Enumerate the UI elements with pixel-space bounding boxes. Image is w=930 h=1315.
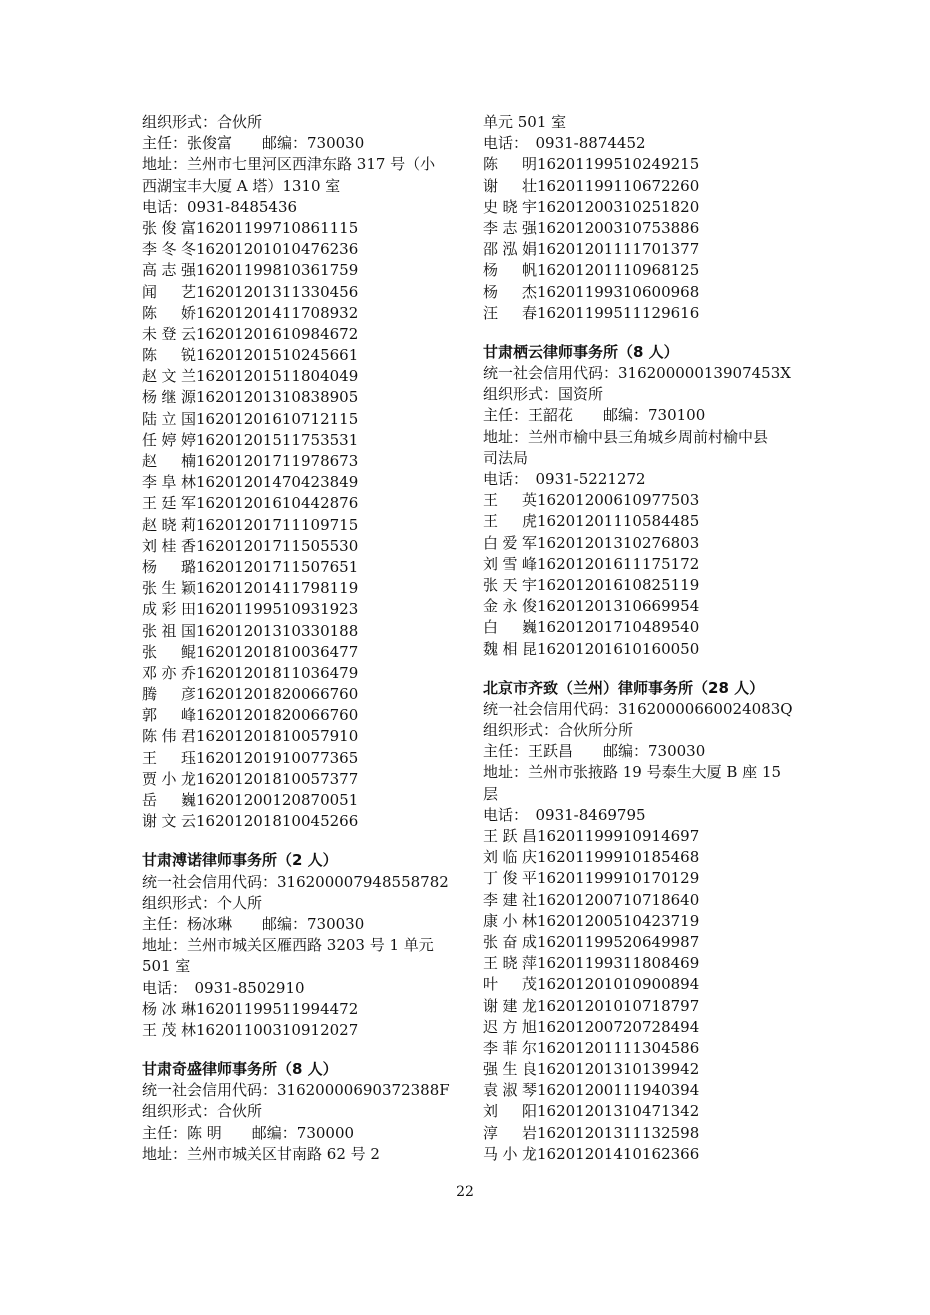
lawyer-name: 谢文云 [142, 812, 196, 831]
lawyer-name: 叶 茂 [483, 975, 537, 994]
license-number: 16201199710861115 [196, 218, 359, 237]
license-number: 16201200610977503 [537, 491, 700, 510]
lawyer-entry [142, 430, 454, 451]
firm-e-member-list [483, 826, 798, 1165]
firm-b-details [142, 872, 454, 999]
lawyer-name: 王 英 [483, 491, 537, 510]
license-number: 16201199910185468 [537, 848, 700, 867]
lawyer-entry [142, 999, 454, 1020]
lawyer-name: 腾 彦 [142, 685, 196, 704]
lawyer-entry [142, 769, 454, 790]
lawyer-entry [142, 705, 454, 726]
license-number: 16201201111304586 [537, 1038, 700, 1057]
firm-d-member-list [483, 490, 798, 660]
lawyer-entry [142, 599, 454, 620]
detail-line: 主任：杨冰琳 邮编：730030 [142, 914, 365, 933]
lawyer-entry [483, 176, 798, 197]
lawyer-name: 白 巍 [483, 618, 537, 637]
license-number: 16201201310838905 [196, 388, 359, 407]
lawyer-entry [483, 554, 798, 575]
license-number: 16201201310276803 [537, 533, 700, 552]
lawyer-name: 李冬冬 [142, 240, 196, 259]
lawyer-entry [483, 533, 798, 554]
license-number: 16201199910170129 [537, 869, 700, 888]
lawyer-entry [483, 260, 798, 281]
license-number: 16201201711109715 [196, 515, 359, 534]
license-number: 16201199520649987 [537, 932, 700, 951]
lawyer-name: 刘 阳 [483, 1102, 537, 1121]
lawyer-name: 淳 岩 [483, 1123, 537, 1142]
lawyer-name: 张天宇 [483, 575, 537, 594]
lawyer-entry [142, 345, 454, 366]
detail-line: 地址：兰州市榆中县三角城乡周前村榆中县 [483, 427, 769, 446]
firm-a-member-list [142, 218, 454, 832]
lawyer-name: 王 珏 [142, 748, 196, 767]
license-number: 16201201810057910 [196, 727, 359, 746]
detail-line: 电话： 0931-8502910 [142, 978, 305, 997]
lawyer-name: 李阜林 [142, 473, 196, 492]
lawyer-entry [483, 1123, 798, 1144]
lawyer-name: 张奋成 [483, 932, 537, 951]
firm-c-member-list [483, 154, 798, 324]
lawyer-name: 王廷军 [142, 494, 196, 513]
license-number: 16201201610160050 [537, 639, 700, 658]
lawyer-entry [483, 303, 798, 324]
license-number: 16201201711978673 [196, 452, 359, 470]
lawyer-entry [142, 557, 454, 578]
lawyer-entry [483, 596, 798, 617]
detail-line: 主任：王韶花 邮编：730100 [483, 406, 706, 425]
lawyer-entry [483, 826, 798, 847]
lawyer-entry [142, 472, 454, 493]
license-number: 16201100310912027 [196, 1020, 359, 1039]
lawyer-name: 张生颖 [142, 579, 196, 598]
lawyer-entry [142, 515, 454, 536]
detail-line: 组织形式：合伙所 [142, 1102, 263, 1121]
lawyer-entry [142, 218, 454, 239]
firm-e-title: 北京市齐致（兰州）律师事务所（28 人） [483, 678, 765, 697]
firm-b-member-list [142, 999, 454, 1041]
lawyer-entry [483, 282, 798, 303]
license-number: 16201201710489540 [537, 618, 700, 637]
lawyer-entry [483, 511, 798, 532]
license-number: 16201200510423719 [537, 911, 700, 930]
lawyer-name: 迟方旭 [483, 1017, 537, 1036]
lawyer-entry [483, 932, 798, 953]
detail-line: 层 [483, 784, 499, 803]
detail-line: 统一社会信用代码：31620000013907453X [483, 364, 791, 383]
lawyer-entry [483, 996, 798, 1017]
detail-line: 主任：王跃昌 邮编：730030 [483, 742, 706, 761]
lawyer-name: 王茂林 [142, 1020, 196, 1039]
lawyer-name: 汪 春 [483, 303, 537, 322]
license-number: 16201201810045266 [196, 812, 359, 831]
license-number: 16201201411708932 [196, 303, 359, 322]
lawyer-name: 岳 巍 [142, 791, 196, 809]
lawyer-name: 康小林 [483, 911, 537, 930]
lawyer-name: 谢建龙 [483, 996, 537, 1015]
detail-line: 组织形式：国资所 [483, 385, 604, 404]
lawyer-name: 刘桂香 [142, 536, 196, 555]
lawyer-name: 袁淑琴 [483, 1081, 537, 1100]
license-number: 16201199810361759 [196, 261, 359, 280]
detail-line: 地址：兰州市张掖路 19 号泰生大厦 B 座 15 [483, 763, 782, 782]
license-number: 16201199910914697 [537, 827, 700, 845]
license-number: 16201199511994472 [196, 999, 359, 1018]
lawyer-name: 史晓宇 [483, 197, 537, 216]
lawyer-name: 王晓萍 [483, 954, 537, 973]
lawyer-entry [142, 282, 454, 303]
license-number: 16201201310669954 [537, 597, 700, 616]
lawyer-name: 王 虎 [483, 512, 537, 531]
license-number: 16201201110968125 [537, 261, 700, 280]
lawyer-name: 未登云 [142, 324, 196, 343]
lawyer-name: 李建社 [483, 890, 537, 909]
license-number: 16201201410162366 [537, 1144, 700, 1163]
detail-line: 电话： 0931-8874452 [483, 134, 646, 153]
lawyer-name: 张 鲲 [142, 642, 196, 661]
page-number: 22 [456, 1184, 474, 1200]
license-number: 16201200710718640 [537, 890, 700, 909]
lawyer-entry [483, 953, 798, 974]
lawyer-name: 魏相昆 [483, 639, 537, 658]
lawyer-entry [142, 324, 454, 345]
lawyer-name: 杨冰琳 [142, 999, 196, 1018]
lawyer-name: 陈 娇 [142, 303, 196, 322]
lawyer-entry [142, 493, 454, 514]
license-number: 16201201610712115 [196, 409, 359, 428]
license-number: 16201201910077365 [196, 748, 359, 767]
lawyer-name: 陈 明 [483, 155, 537, 174]
lawyer-name: 金永俊 [483, 597, 537, 616]
lawyer-name: 赵 楠 [142, 452, 196, 470]
firm-e-details [483, 699, 798, 826]
lawyer-entry [142, 1020, 454, 1041]
lawyer-entry [142, 387, 454, 408]
lawyer-entry [142, 642, 454, 663]
firm-c-details-continued [483, 112, 798, 154]
license-number: 16201201310330188 [196, 621, 359, 640]
license-number: 16201201810057377 [196, 769, 359, 788]
license-number: 16201201470423849 [196, 473, 359, 492]
lawyer-name: 刘临庆 [483, 848, 537, 867]
lawyer-name: 李志强 [483, 218, 537, 237]
license-number: 16201201820066760 [196, 685, 359, 704]
lawyer-entry [483, 1017, 798, 1038]
license-number: 16201201310471342 [537, 1102, 700, 1121]
detail-line: 统一社会信用代码：31620000690372388F [142, 1081, 450, 1100]
lawyer-name: 陆立国 [142, 409, 196, 428]
lawyer-entry [483, 868, 798, 889]
license-number: 16201201711505530 [196, 536, 359, 555]
lawyer-name: 任婷婷 [142, 430, 196, 449]
lawyer-name: 闻 艺 [142, 282, 196, 301]
lawyer-entry [483, 1080, 798, 1101]
lawyer-entry [483, 239, 798, 260]
license-number: 16201200720728494 [537, 1017, 700, 1036]
detail-line: 电话：0931-8485436 [142, 197, 298, 216]
lawyer-entry [483, 911, 798, 932]
license-number: 16201201811036479 [196, 663, 359, 682]
firm-b-title: 甘肃溥诺律师事务所（2 人） [142, 851, 338, 870]
lawyer-name: 高志强 [142, 261, 196, 280]
lawyer-entry [142, 366, 454, 387]
license-number: 16201201610825119 [537, 575, 700, 594]
firm-c-title: 甘肃奇盛律师事务所（8 人） [142, 1060, 338, 1079]
lawyer-entry [483, 575, 798, 596]
detail-line: 司法局 [483, 448, 529, 467]
license-number: 16201201010900894 [537, 975, 700, 994]
lawyer-name: 杨 璐 [142, 557, 196, 576]
lawyer-entry [483, 890, 798, 911]
license-number: 16201201311330456 [196, 282, 359, 301]
detail-line: 统一社会信用代码：31620000660024083Q [483, 699, 793, 718]
lawyer-entry [483, 1101, 798, 1122]
lawyer-name: 丁俊平 [483, 869, 537, 888]
lawyer-entry [142, 451, 454, 472]
lawyer-entry [142, 409, 454, 430]
left-column [142, 112, 454, 1165]
lawyer-name: 赵文兰 [142, 367, 196, 386]
license-number: 16201200310753886 [537, 218, 700, 237]
lawyer-name: 强生良 [483, 1060, 537, 1079]
license-number: 16201201411798119 [196, 579, 359, 598]
lawyer-entry [142, 578, 454, 599]
license-number: 16201201511753531 [196, 430, 359, 449]
license-number: 16201201611175172 [537, 554, 700, 573]
license-number: 16201200111940394 [537, 1081, 700, 1100]
lawyer-entry [483, 847, 798, 868]
firm-d-details [483, 363, 798, 490]
lawyer-name: 王跃昌 [483, 827, 537, 845]
lawyer-entry [483, 197, 798, 218]
lawyer-name: 李菲尔 [483, 1038, 537, 1057]
detail-line: 西湖宝丰大厦 A 塔）1310 室 [142, 176, 341, 195]
detail-line: 电话： 0931-5221272 [483, 470, 646, 488]
license-number: 16201200120870051 [196, 791, 359, 809]
lawyer-entry [142, 811, 454, 832]
lawyer-name: 郭 峰 [142, 706, 196, 725]
lawyer-name: 赵晓莉 [142, 515, 196, 534]
detail-line: 单元 501 室 [483, 113, 567, 131]
license-number: 16201199311808469 [537, 954, 700, 973]
lawyer-entry [142, 748, 454, 769]
license-number: 16201201610442876 [196, 494, 359, 513]
lawyer-name: 张俊富 [142, 218, 196, 237]
license-number: 16201199510249215 [537, 155, 700, 174]
lawyer-entry [483, 218, 798, 239]
license-number: 16201201010718797 [537, 996, 700, 1015]
detail-line: 主任：张俊富 邮编：730030 [142, 134, 365, 153]
license-number: 16201201820066760 [196, 706, 359, 725]
detail-line: 地址：兰州市城关区雁西路 3203 号 1 单元 [142, 936, 434, 955]
firm-c-details [142, 1080, 454, 1165]
detail-line: 组织形式：合伙所 [142, 113, 263, 131]
lawyer-name: 刘雪峰 [483, 554, 537, 573]
lawyer-entry [142, 303, 454, 324]
license-number: 16201201111701377 [537, 240, 700, 259]
firm-d-title: 甘肃栖云律师事务所（8 人） [483, 342, 679, 361]
lawyer-name: 白爱军 [483, 533, 537, 552]
detail-line: 统一社会信用代码：316200007948558782 [142, 872, 449, 891]
detail-line: 主任：陈 明 邮编：730000 [142, 1123, 355, 1142]
detail-line: 组织形式：合伙所分所 [483, 721, 634, 740]
lawyer-name: 杨 帆 [483, 261, 537, 280]
lawyer-entry [142, 663, 454, 684]
license-number: 16201199310600968 [537, 282, 700, 301]
lawyer-entry [483, 154, 798, 175]
license-number: 16201201110584485 [537, 512, 700, 531]
lawyer-entry [483, 617, 798, 638]
lawyer-entry [142, 726, 454, 747]
license-number: 16201201810036477 [196, 642, 359, 661]
lawyer-entry [483, 639, 798, 660]
license-number: 16201200310251820 [537, 197, 700, 216]
license-number: 16201199510931923 [196, 600, 359, 619]
license-number: 16201201711507651 [196, 557, 359, 576]
lawyer-entry [483, 1144, 798, 1165]
lawyer-name: 成彩田 [142, 600, 196, 619]
firm-a-details [142, 112, 454, 218]
lawyer-entry [483, 1038, 798, 1059]
lawyer-name: 贾小龙 [142, 769, 196, 788]
lawyer-entry [483, 1059, 798, 1080]
license-number: 16201201510245661 [196, 346, 359, 365]
lawyer-name: 马小龙 [483, 1144, 537, 1163]
lawyer-entry [142, 239, 454, 260]
license-number: 16201201311132598 [537, 1123, 700, 1142]
lawyer-name: 邓亦乔 [142, 663, 196, 682]
detail-line: 组织形式：个人所 [142, 893, 263, 912]
lawyer-name: 杨 杰 [483, 282, 537, 301]
license-number: 16201201310139942 [537, 1060, 700, 1079]
license-number: 16201201610984672 [196, 324, 359, 343]
license-number: 16201199511129616 [537, 303, 700, 322]
lawyer-entry [142, 260, 454, 281]
detail-line: 地址：兰州市城关区甘南路 62 号 2 [142, 1144, 380, 1163]
detail-line: 501 室 [142, 957, 191, 976]
license-number: 16201201010476236 [196, 240, 359, 259]
license-number: 16201201511804049 [196, 367, 359, 386]
lawyer-entry [142, 621, 454, 642]
lawyer-name: 张祖国 [142, 621, 196, 640]
right-column [483, 112, 798, 1165]
lawyer-name: 杨继源 [142, 388, 196, 407]
lawyer-name: 陈 锐 [142, 346, 196, 365]
lawyer-entry [483, 974, 798, 995]
detail-line: 地址：兰州市七里河区西津东路 317 号（小 [142, 155, 436, 174]
lawyer-name: 邵泓娟 [483, 240, 537, 259]
lawyer-name: 陈伟君 [142, 727, 196, 746]
license-number: 16201199110672260 [537, 176, 700, 195]
lawyer-entry [483, 490, 798, 511]
lawyer-entry [142, 536, 454, 557]
detail-line: 电话： 0931-8469795 [483, 805, 646, 824]
lawyer-entry [142, 790, 454, 811]
lawyer-name: 谢 壮 [483, 176, 537, 195]
lawyer-entry [142, 684, 454, 705]
